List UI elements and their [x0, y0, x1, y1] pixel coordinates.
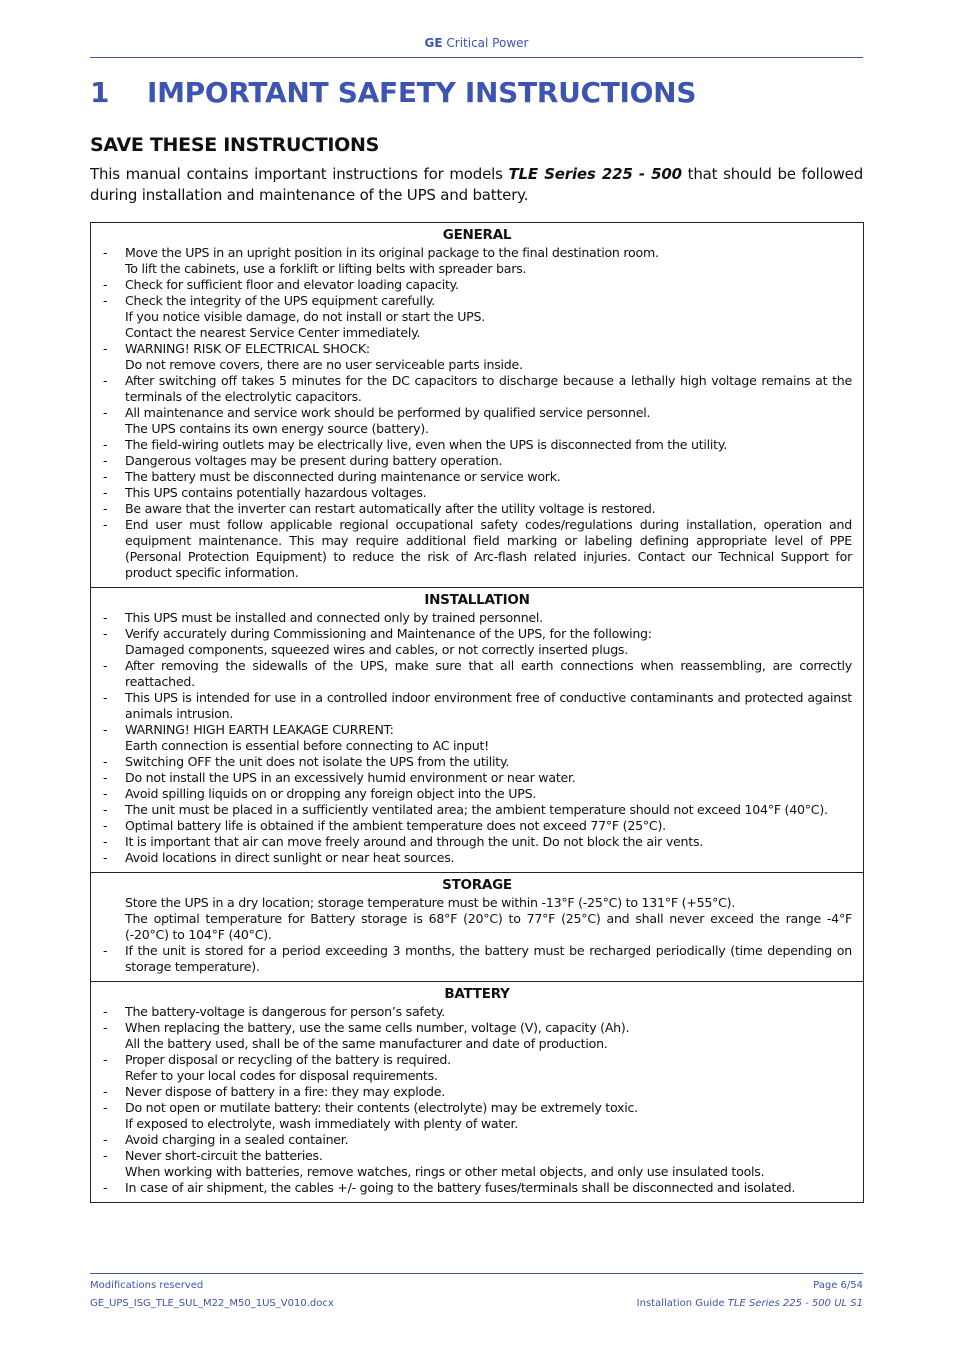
instruction-item	[102, 722, 852, 754]
instruction-line: - Switching OFF the unit does not isolate the UPS from the utility.	[125, 754, 510, 769]
instruction-item	[102, 341, 852, 373]
instruction-line: - The unit must be placed in a sufficiently ventilated area; the ambient temperature should not exceed 104°F (40°C).	[125, 802, 828, 817]
instruction-line: - Avoid locations in direct sunlight or near heat sources.	[125, 850, 455, 865]
instruction-line: - It is important that air can move freely around and through the unit. Do not block the air vents.	[125, 834, 704, 849]
instruction-line: - Never dispose of battery in a fire: they may explode.	[125, 1084, 445, 1099]
instruction-line: - This UPS must be installed and connected only by trained personnel.	[125, 610, 543, 625]
instruction-line: - Check the integrity of the UPS equipment carefully.	[125, 293, 436, 308]
chapter-number: 1	[90, 76, 110, 109]
instruction-item	[102, 802, 852, 818]
instruction-line: Contact the nearest Service Center immediately.	[125, 325, 421, 340]
instruction-item	[102, 658, 852, 690]
instruction-line: Refer to your local codes for disposal requirements.	[125, 1068, 438, 1083]
instruction-item	[102, 453, 852, 469]
instruction-item	[102, 485, 852, 501]
instruction-item	[102, 469, 852, 485]
footer-filename: GE_UPS_ISG_TLE_SUL_M22_M50_1US_V010.docx	[90, 1298, 334, 1309]
instruction-item	[102, 1100, 852, 1132]
instruction-line: - Check for sufficient floor and elevator loading capacity.	[125, 277, 459, 292]
instruction-item	[102, 850, 852, 866]
instruction-line: Do not remove covers, there are no user serviceable parts inside.	[125, 357, 523, 372]
instruction-line: - When replacing the battery, use the same cells number, voltage (V), capacity (Ah).	[125, 1020, 630, 1035]
instruction-item	[102, 770, 852, 786]
instruction-line: The optimal temperature for Battery storage is 68°F (20°C) to 77°F (25°C) and shall never exceed the range -4°F (-20°C) to 104°F (40°C).	[125, 911, 852, 942]
instruction-item	[102, 1132, 852, 1148]
instruction-line: - WARNING! RISK OF ELECTRICAL SHOCK:	[125, 341, 370, 356]
instruction-line: - Do not install the UPS in an excessively humid environment or near water.	[125, 770, 576, 785]
instruction-line: - This UPS is intended for use in a controlled indoor environment free of conductive contaminants and protected against animals intrusion.	[125, 690, 852, 721]
instruction-item	[102, 1004, 852, 1020]
instruction-item	[102, 786, 852, 802]
instruction-list	[102, 895, 852, 975]
section-subtitle: SAVE THESE INSTRUCTIONS	[90, 134, 380, 156]
instruction-item	[102, 626, 852, 658]
instruction-line: The UPS contains its own energy source (battery).	[125, 421, 429, 436]
footer-guide-title	[637, 1298, 863, 1309]
instruction-list	[102, 245, 852, 581]
instruction-item	[102, 610, 852, 626]
instruction-item	[102, 1084, 852, 1100]
instruction-line: All the battery used, shall be of the same manufacturer and date of production.	[125, 1036, 608, 1051]
instruction-line: - Move the UPS in an upright position in its original package to the final destination room.	[125, 245, 659, 260]
instruction-list	[102, 1004, 852, 1196]
instruction-line: - The battery must be disconnected during maintenance or service work.	[125, 469, 561, 484]
section-cell	[91, 982, 864, 1203]
footer-rule	[90, 1273, 863, 1274]
instruction-item	[102, 293, 852, 341]
instruction-line: - Never short-circuit the batteries.	[125, 1148, 323, 1163]
section-cell	[91, 223, 864, 588]
instruction-line: - After switching off takes 5 minutes for the DC capacitors to discharge because a lethally high voltage remains at the terminals of the electrolytic capacitors.	[125, 373, 852, 404]
section-cell	[91, 873, 864, 982]
chapter-heading	[90, 76, 696, 109]
instruction-item	[102, 405, 852, 437]
intro-paragraph	[90, 164, 863, 206]
instruction-line: Store the UPS in a dry location; storage temperature must be within -13°F (-25°C) to 131°F (+55°C).	[125, 895, 736, 910]
header-rule	[90, 57, 863, 58]
section-row-battery	[91, 982, 864, 1203]
section-title: BATTERY	[444, 986, 510, 1002]
instruction-item	[102, 501, 852, 517]
instruction-line: - Verify accurately during Commissioning and Maintenance of the UPS, for the following:	[125, 626, 652, 641]
instruction-item	[102, 834, 852, 850]
instruction-item	[102, 1052, 852, 1084]
footer-page-number: Page 6/54	[813, 1280, 863, 1291]
instruction-line: Earth connection is essential before connecting to AC input!	[125, 738, 489, 753]
instruction-line: - In case of air shipment, the cables +/- going to the battery fuses/terminals shall be disconnected and isolated.	[125, 1180, 796, 1195]
instruction-line: - The field-wiring outlets may be electrically live, even when the UPS is disconnected from the utility.	[125, 437, 727, 452]
section-row-general	[91, 223, 864, 588]
page-header	[90, 36, 863, 50]
instruction-line: - Proper disposal or recycling of the battery is required.	[125, 1052, 451, 1067]
instruction-line: - Be aware that the inverter can restart automatically after the utility voltage is restored.	[125, 501, 656, 516]
intro-before: This manual contains important instructions for models	[90, 165, 509, 183]
section-title: GENERAL	[442, 227, 512, 243]
instruction-line: To lift the cabinets, use a forklift or lifting belts with spreader bars.	[125, 261, 527, 276]
instruction-item	[102, 943, 852, 975]
instruction-item	[102, 373, 852, 405]
instruction-item	[102, 277, 852, 293]
instruction-line: - The battery-voltage is dangerous for person’s safety.	[125, 1004, 445, 1019]
instruction-line: If exposed to electrolyte, wash immediately with plenty of water.	[125, 1116, 519, 1131]
instruction-line: - Optimal battery life is obtained if the ambient temperature does not exceed 77°F (25°C).	[125, 818, 666, 833]
instruction-line: - Avoid spilling liquids on or dropping any foreign object into the UPS.	[125, 786, 537, 801]
instruction-line: When working with batteries, remove watches, rings or other metal objects, and only use insulated tools.	[125, 1164, 765, 1179]
instruction-line: Damaged components, squeezed wires and cables, or not correctly inserted plugs.	[125, 642, 629, 657]
header-title: Critical Power	[446, 36, 529, 50]
safety-table	[90, 222, 864, 1203]
chapter-title: IMPORTANT SAFETY INSTRUCTIONS	[147, 76, 697, 109]
instruction-line: - Do not open or mutilate battery: their contents (electrolyte) may be extremely toxic.	[125, 1100, 638, 1115]
instruction-item	[102, 690, 852, 722]
footer-guide-model: TLE Series 225 - 500 UL S1	[727, 1298, 863, 1309]
instruction-list	[102, 610, 852, 866]
section-row-installation	[91, 588, 864, 873]
instruction-line: - End user must follow applicable regional occupational safety codes/regulations during installation, operation and equipment maintenance. This may require additional field marking or labeling defining appropriate level of PPE (Personal Protection Equipment) to reduce the risk of Arc-flash related injuries. Contact our Technical Support for product specific information.	[125, 517, 852, 580]
instruction-item	[102, 818, 852, 834]
instruction-item	[102, 245, 852, 277]
instruction-item	[102, 895, 852, 943]
footer-guide-prefix: Installation Guide	[636, 1298, 728, 1309]
instruction-item	[102, 1020, 852, 1052]
instruction-item	[102, 1180, 852, 1196]
instruction-line: If you notice visible damage, do not install or start the UPS.	[125, 309, 486, 324]
section-cell	[91, 588, 864, 873]
section-title: STORAGE	[442, 877, 512, 893]
section-title: INSTALLATION	[424, 592, 530, 608]
intro-model: TLE Series 225 - 500	[508, 165, 682, 183]
section-row-storage	[91, 873, 864, 982]
instruction-line: - All maintenance and service work should be performed by qualified service personnel.	[125, 405, 651, 420]
instruction-line: - Avoid charging in a sealed container.	[125, 1132, 349, 1147]
intro-after: that should be followed during installation and maintenance of the UPS and battery.	[90, 165, 864, 204]
instruction-line: - After removing the sidewalls of the UPS, make sure that all earth connections when reassembling, are correctly reattached.	[125, 658, 852, 689]
instruction-item	[102, 437, 852, 453]
instruction-line: - WARNING! HIGH EARTH LEAKAGE CURRENT:	[125, 722, 394, 737]
instruction-item	[102, 754, 852, 770]
instruction-line: - This UPS contains potentially hazardous voltages.	[125, 485, 427, 500]
instruction-line: - Dangerous voltages may be present during battery operation.	[125, 453, 503, 468]
ge-logo: GE	[424, 36, 443, 50]
instruction-item	[102, 517, 852, 581]
instruction-line: - If the unit is stored for a period exceeding 3 months, the battery must be recharged periodically (time depending on storage temperature).	[125, 943, 852, 974]
footer-modifications: Modifications reserved	[90, 1280, 204, 1291]
instruction-item	[102, 1148, 852, 1180]
